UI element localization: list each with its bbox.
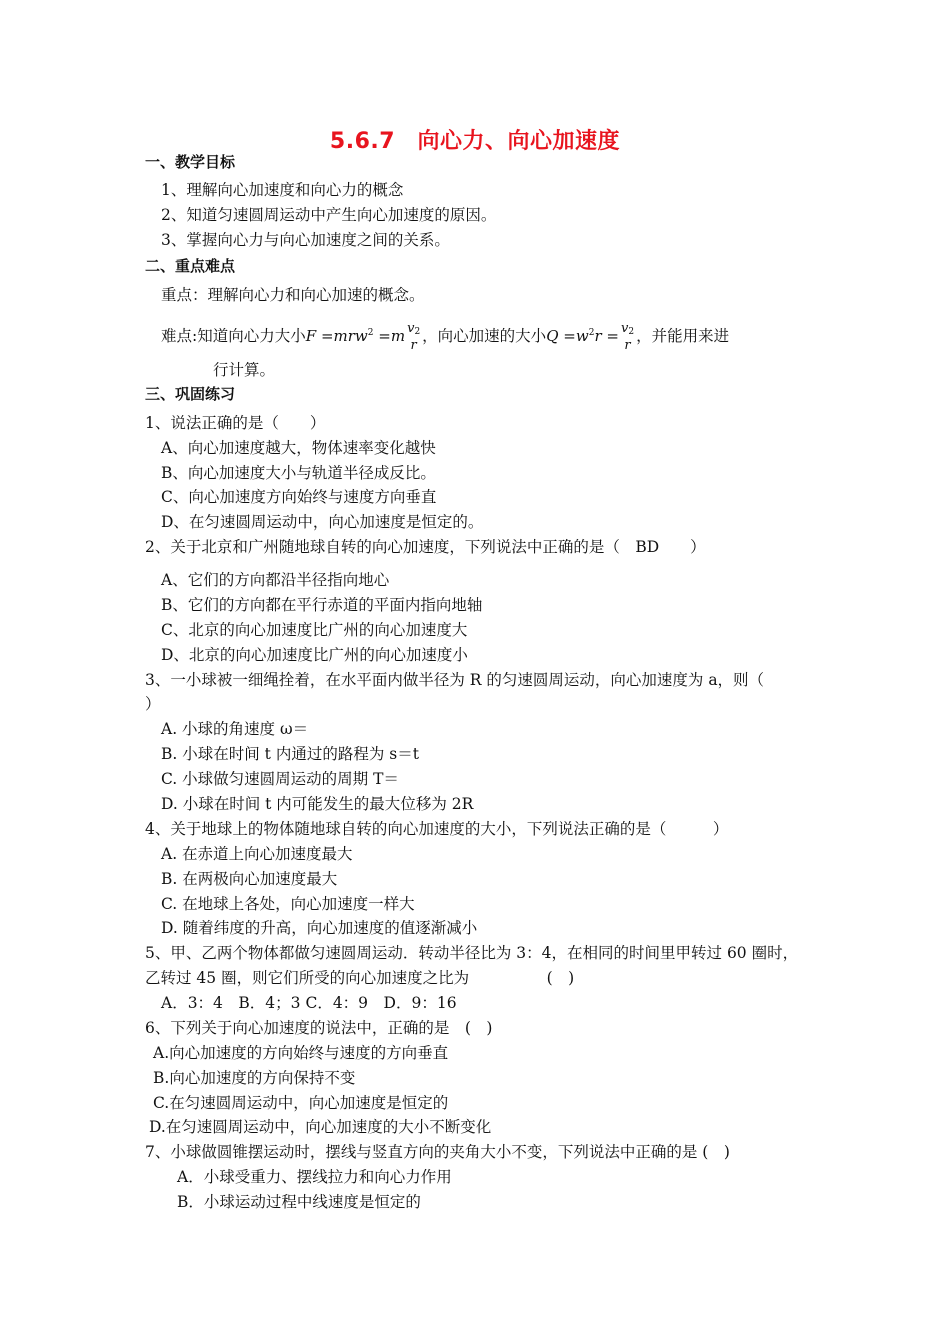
question-2-option-a: A、它们的方向都沿半径指向地心 — [161, 571, 390, 589]
question-4-option-a: A. 在赤道上向心加速度最大 — [161, 845, 353, 863]
question-6-option-a: A.向心加速度的方向始终与速度的方向垂直 — [153, 1044, 449, 1062]
question-7-option-a: A．小球受重力、摆线拉力和向心力作用 — [177, 1168, 452, 1186]
goal-3: 3、掌握向心力与向心加速度之间的关系。 — [161, 231, 450, 249]
velocity-fraction: $v_2$ r — [407, 320, 421, 353]
difficulty-mid: ，向心加速的大小 — [422, 327, 547, 345]
difficulty-continuation: 行计算。 — [213, 361, 276, 379]
question-2: 2、关于北京和广州随地球自转的向心加速度，下列说法中正确的是（ BD ） — [145, 538, 706, 556]
question-4: 4、关于地球上的物体随地球自转的向心加速度的大小，下列说法正确的是（ ） — [145, 820, 729, 838]
question-3: 3、一小球被一细绳拴着，在水平面内做半径为 R 的匀速圆周运动，向心加速度为 a，则（ — [145, 671, 765, 689]
question-6: 6、下列关于向心加速度的说法中，正确的是 ( ) — [145, 1019, 493, 1037]
question-1: 1、说法正确的是（ ） — [145, 414, 326, 432]
goal-2: 2、知道匀速圆周运动中产生向心加速度的原因。 — [161, 206, 497, 224]
question-6-option-d: D.在匀速圆周运动中，向心加速度的大小不断变化 — [149, 1118, 492, 1136]
question-4-option-b: B. 在两极向心加速度最大 — [161, 870, 338, 888]
question-1-option-c: C、向心加速度方向始终与速度方向垂直 — [161, 488, 437, 506]
question-7-option-b: B．小球运动过程中线速度是恒定的 — [177, 1193, 421, 1211]
key-point: 重点：理解向心力和向心加速的概念。 — [161, 286, 425, 304]
question-1-option-d: D、在匀速圆周运动中，向心加速度是恒定的。 — [161, 513, 484, 531]
key-heading: 二、重点难点 — [145, 257, 236, 275]
question-2-option-b: B、它们的方向都在平行赤道的平面内指向地轴 — [161, 596, 483, 614]
acceleration-fraction: $v_2$ r — [620, 320, 635, 353]
question-7: 7、小球做圆锥摆运动时，摆线与竖直方向的夹角大小不变，下列说法中正确的是 ( ) — [145, 1143, 730, 1161]
question-6-option-c: C.在匀速圆周运动中，向心加速度是恒定的 — [153, 1094, 449, 1112]
question-3-option-d: D. 小球在时间 t 内可能发生的最大位移为 2R — [161, 795, 474, 813]
difficulty-suffix: ，并能用来进 — [636, 327, 730, 345]
page-title: 5.6.7 向心力、向心加速度 — [329, 129, 621, 154]
question-4-option-d: D. 随着纬度的升高，向心加速度的值逐渐减小 — [161, 919, 478, 937]
question-3-continuation: ） — [145, 695, 161, 713]
question-5-continuation: 乙转过 45 圈，则它们所受的向心加速度之比为 ( ) — [145, 969, 575, 987]
acceleration-formula: $Q =w^2r$ = $v_2$ r — [546, 320, 635, 353]
question-5: 5、甲、乙两个物体都做匀速圆周运动．转动半径比为 3：4，在相同的时间里甲转过 60 圈时， — [145, 944, 799, 962]
question-2-option-c: C、北京的向心加速度比广州的向心加速度大 — [161, 621, 468, 639]
question-1-option-b: B、向心加速度大小与轨道半径成反比。 — [161, 464, 436, 482]
question-3-option-c: C. 小球做匀速圆周运动的周期 T＝ — [161, 770, 399, 788]
difficulty-prefix: 难点:知道向心力大小 — [161, 327, 306, 345]
question-6-option-b: B.向心加速度的方向保持不变 — [153, 1069, 356, 1087]
goal-1: 1、理解向心加速度和向心力的概念 — [161, 181, 404, 199]
question-5-options: A．3：4 B．4；3 C．4：9 D．9：16 — [161, 994, 457, 1012]
force-formula: F =mrw$^2$ =m $v_2$ r — [305, 320, 421, 353]
question-2-option-d: D、北京的向心加速度比广州的向心加速度小 — [161, 646, 468, 664]
difficulty-line — [161, 316, 729, 353]
question-4-option-c: C. 在地球上各处，向心加速度一样大 — [161, 895, 415, 913]
exercise-heading: 三、巩固练习 — [145, 385, 236, 403]
goals-heading: 一、教学目标 — [145, 153, 236, 171]
question-3-option-b: B. 小球在时间 t 内通过的路程为 s＝t — [161, 745, 419, 763]
question-3-option-a: A. 小球的角速度 ω＝ — [161, 720, 309, 738]
question-1-option-a: A、向心加速度越大，物体速率变化越快 — [161, 439, 436, 457]
